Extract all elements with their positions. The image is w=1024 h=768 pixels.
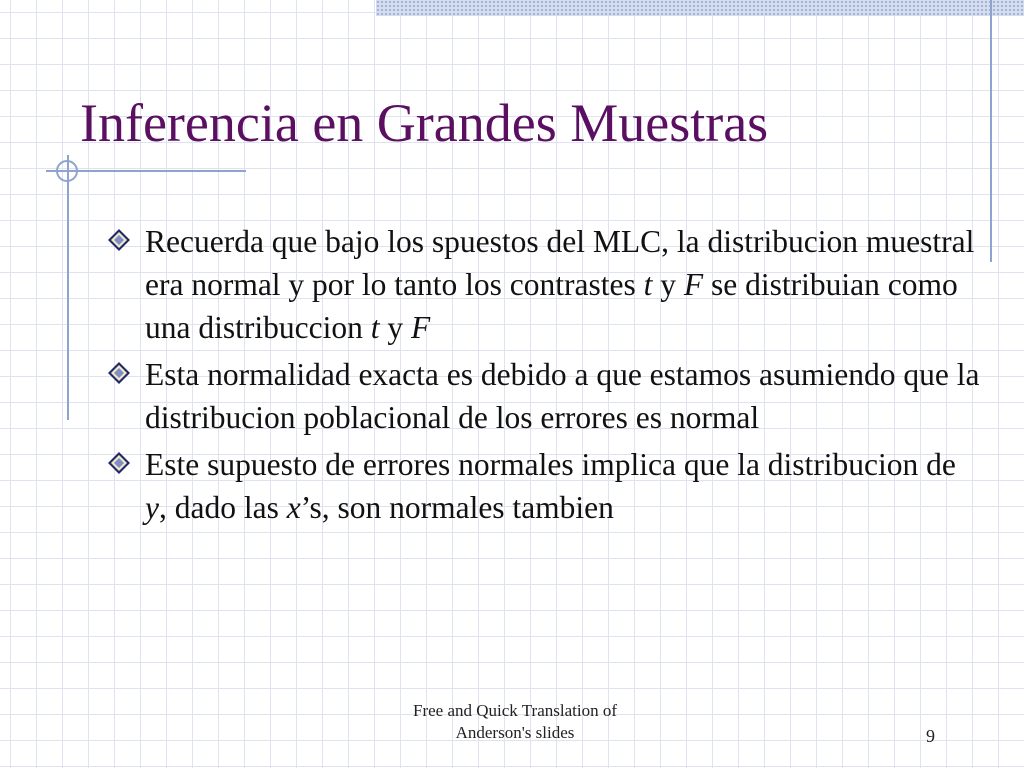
diamond-bullet-icon — [107, 361, 131, 385]
diamond-bullet-icon — [107, 451, 131, 475]
bullet-item — [105, 220, 985, 349]
italic-text: t — [643, 267, 653, 302]
bullet-text — [145, 224, 974, 345]
bullet-list — [105, 220, 985, 533]
page-number: 9 — [926, 726, 935, 746]
text-run: ’s, son normales tambien — [300, 490, 614, 525]
text-run: se distribuian como una distribuccion — [145, 267, 958, 345]
slide-title: Inferencia en Grandes Muestras — [80, 93, 769, 153]
top-decorative-band — [376, 0, 1024, 16]
text-run: y — [652, 267, 684, 302]
bullet-item — [105, 443, 985, 529]
footer-line-2: Anderson's slides — [455, 723, 575, 742]
decorative-vertical-line-left — [67, 155, 69, 420]
bullet-text — [145, 357, 979, 435]
decorative-ring-icon — [56, 160, 78, 182]
text-run: , dado las — [158, 490, 287, 525]
italic-text: F — [683, 267, 704, 302]
text-run: y — [379, 310, 411, 345]
text-run: Este supuesto de errores normales implica que la distribucion de — [145, 447, 956, 482]
footer-line-1: Free and Quick Translation of — [413, 701, 617, 720]
diamond-bullet-icon — [107, 228, 131, 252]
bullet-item — [105, 353, 985, 439]
italic-text: y — [145, 490, 159, 525]
italic-text: t — [370, 310, 380, 345]
text-run: Esta normalidad exacta es debido a que estamos asumiendo que la distribucion poblacional de los errores es normal — [145, 357, 980, 435]
bullet-text — [145, 447, 956, 525]
italic-text: x — [286, 490, 301, 525]
footer-text — [370, 700, 660, 744]
decorative-vertical-line-right — [990, 0, 992, 262]
text-run: Recuerda que bajo los spuestos del MLC, la distribucion muestral era normal y por lo tanto los contrastes — [145, 224, 975, 302]
italic-text: F — [410, 310, 431, 345]
